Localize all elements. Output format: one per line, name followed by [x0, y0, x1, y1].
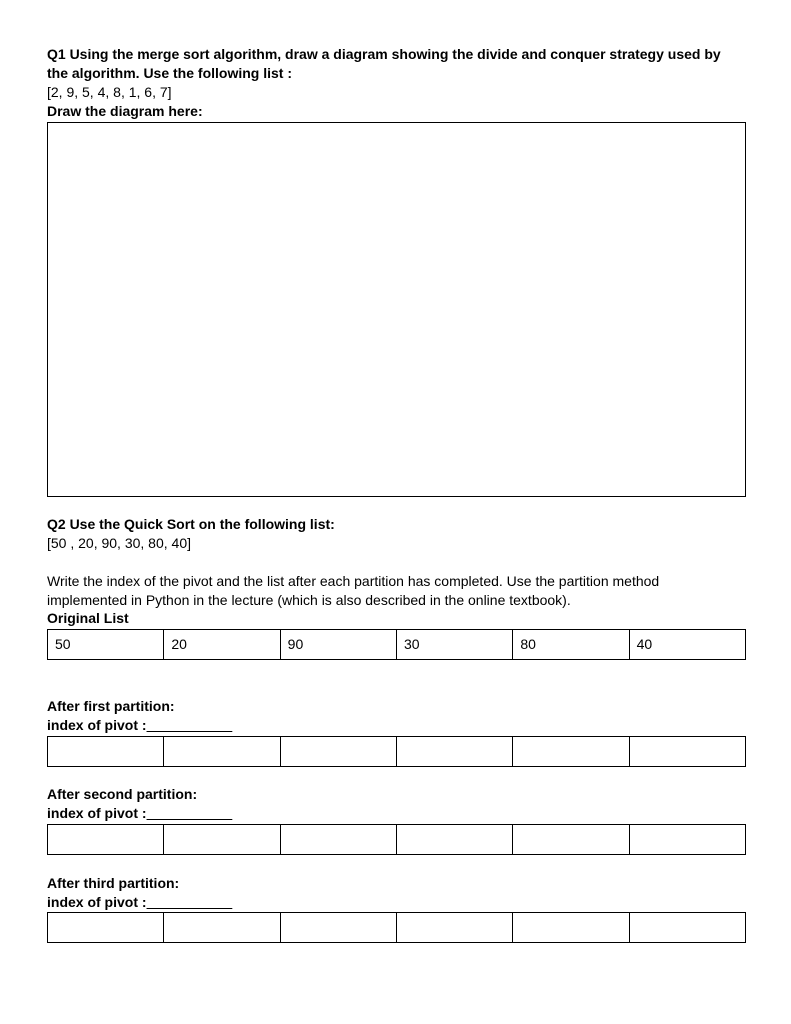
answer-cell[interactable] — [513, 825, 629, 854]
answer-cell[interactable] — [630, 913, 745, 942]
answer-cell[interactable] — [630, 737, 745, 766]
first-partition-heading: After first partition: — [47, 698, 175, 714]
pivot-label: index of pivot : — [47, 717, 147, 733]
third-partition-row — [47, 912, 746, 943]
pivot-answer-blank[interactable]: ___________ — [146, 717, 233, 733]
q1-list: [2, 9, 5, 4, 8, 1, 6, 7] — [47, 84, 172, 100]
original-list-cell: 80 — [513, 630, 629, 659]
third-partition-pivot-line — [47, 893, 232, 912]
q2-instructions-line1: Write the index of the pivot and the list after each partition has completed. Use the partition method — [47, 573, 660, 589]
third-partition-heading: After third partition: — [47, 875, 180, 891]
pivot-label: index of pivot : — [47, 805, 147, 821]
original-list-cell: 30 — [397, 630, 513, 659]
diagram-drawing-area[interactable] — [47, 122, 746, 497]
first-partition-row — [47, 736, 746, 767]
answer-cell[interactable] — [48, 825, 164, 854]
q1-prompt-line2: the algorithm. Use the following list : — [47, 65, 293, 81]
second-partition-pivot-line — [47, 804, 232, 823]
q2-title: Q2 Use the Quick Sort on the following list: — [47, 516, 335, 532]
answer-cell[interactable] — [513, 913, 629, 942]
second-partition-heading: After second partition: — [47, 786, 198, 802]
original-list-row — [47, 629, 746, 660]
answer-cell[interactable] — [48, 913, 164, 942]
first-partition-pivot-line — [47, 716, 232, 735]
pivot-answer-blank[interactable]: ___________ — [146, 894, 233, 910]
original-list-cell: 50 — [48, 630, 164, 659]
answer-cell[interactable] — [164, 825, 280, 854]
pivot-answer-blank[interactable]: ___________ — [146, 805, 233, 821]
q1-draw-label: Draw the diagram here: — [47, 103, 203, 119]
answer-cell[interactable] — [397, 913, 513, 942]
answer-cell[interactable] — [281, 737, 397, 766]
pivot-label: index of pivot : — [47, 894, 147, 910]
answer-cell[interactable] — [513, 737, 629, 766]
answer-cell[interactable] — [281, 825, 397, 854]
original-list-cell: 90 — [281, 630, 397, 659]
original-list-label: Original List — [47, 610, 129, 626]
answer-cell[interactable] — [397, 825, 513, 854]
q2-instructions-line2: implemented in Python in the lecture (which is also described in the online textbook). — [47, 592, 571, 608]
answer-cell[interactable] — [281, 913, 397, 942]
q1-prompt-line1: Q1 Using the merge sort algorithm, draw a diagram showing the divide and conquer strategy used by — [47, 46, 721, 62]
answer-cell[interactable] — [164, 913, 280, 942]
original-list-cell: 20 — [164, 630, 280, 659]
answer-cell[interactable] — [48, 737, 164, 766]
answer-cell[interactable] — [630, 825, 745, 854]
q2-list: [50 , 20, 90, 30, 80, 40] — [47, 535, 191, 551]
answer-cell[interactable] — [164, 737, 280, 766]
answer-cell[interactable] — [397, 737, 513, 766]
second-partition-row — [47, 824, 746, 855]
original-list-cell: 40 — [636, 636, 653, 652]
